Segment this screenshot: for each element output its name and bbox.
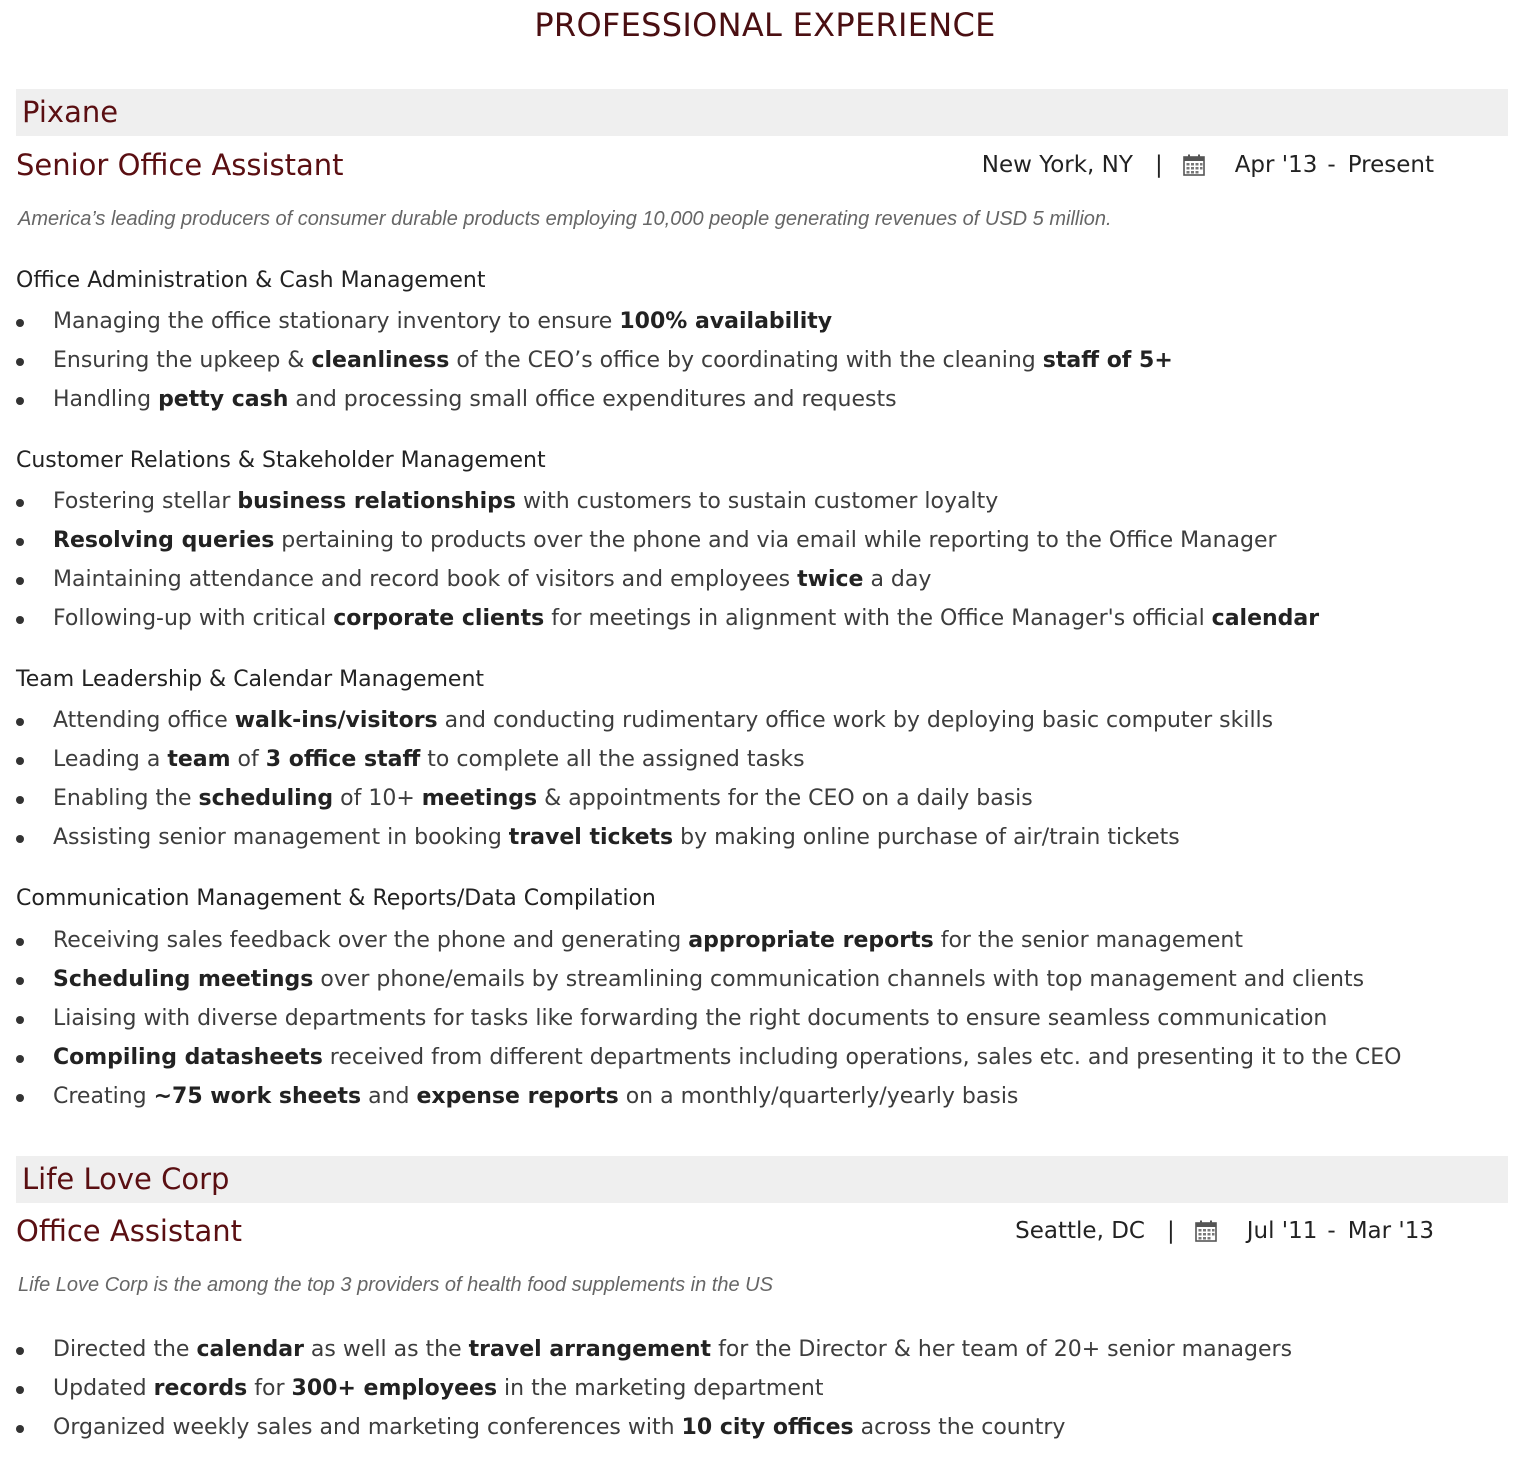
bullet-list xyxy=(16,482,1506,638)
bullet-text: and conducting rudimentary office work by deploying basic computer skills xyxy=(437,708,1274,733)
meta-separator: | xyxy=(1166,1218,1175,1244)
bullet-item xyxy=(16,779,1506,818)
bullet-highlight: travel arrangement xyxy=(468,1337,712,1362)
job-title: Senior Office Assistant xyxy=(16,148,344,182)
bullet-text: Receiving sales feedback over the phone and generating xyxy=(53,928,689,953)
bullet-dot xyxy=(16,835,24,843)
bullet-highlight: team xyxy=(167,747,231,772)
bullet-text: of 10+ xyxy=(333,786,422,811)
calendar-icon xyxy=(1195,1220,1217,1242)
bullet-text: Following-up with critical xyxy=(53,606,334,631)
bullet-item xyxy=(16,599,1506,638)
date-start: Jul '11 xyxy=(1246,1218,1318,1244)
calendar-icon xyxy=(1183,154,1205,176)
bullet-dot xyxy=(16,616,24,624)
bullet-highlight: 300+ employees xyxy=(291,1376,498,1401)
bullet-text: Creating xyxy=(53,1084,154,1109)
bullet-text: across the country xyxy=(853,1415,1066,1440)
bullet-text: Organized weekly sales and marketing conferences with xyxy=(53,1415,682,1440)
group-heading: Customer Relations & Stakeholder Management xyxy=(16,448,546,473)
bullet-highlight: 3 office staff xyxy=(265,747,421,772)
bullet-item xyxy=(16,818,1506,857)
bullet-dot xyxy=(16,1425,24,1433)
job-meta xyxy=(1015,1218,1434,1244)
bullet-list xyxy=(16,1330,1506,1447)
bullet-text: over phone/emails by streamlining communication channels with top management and clients xyxy=(313,967,1365,992)
bullet-item xyxy=(16,740,1506,779)
bullet-highlight: appropriate reports xyxy=(688,928,934,953)
bullet-highlight: scheduling xyxy=(198,786,334,811)
bullet-text: Directed the xyxy=(53,1337,197,1362)
bullet-text: Handling xyxy=(53,387,159,412)
bullet-highlight: cleanliness xyxy=(311,348,450,373)
bullet-text: Assisting senior management in booking xyxy=(53,825,509,850)
bullet-item xyxy=(16,482,1506,521)
bullet-text: Managing the office stationary inventory to ensure xyxy=(53,309,620,334)
bullet-item xyxy=(16,380,1506,419)
bullet-item xyxy=(16,1077,1506,1116)
bullet-dot xyxy=(16,538,24,546)
bullet-item xyxy=(16,341,1506,380)
company-name: Life Love Corp xyxy=(16,1156,1508,1203)
bullet-dot xyxy=(16,397,24,405)
bullet-item xyxy=(16,521,1506,560)
bullet-highlight: meetings xyxy=(421,786,538,811)
bullet-text: received from different departments including operations, sales etc. and presenting it to the CEO xyxy=(322,1045,1402,1070)
bullet-text: for the senior management xyxy=(933,928,1243,953)
company-description: Life Love Corp is the among the top 3 providers of health food supplements in the US xyxy=(18,1274,773,1296)
bullet-highlight: 100% availability xyxy=(619,309,833,334)
bullet-text: pertaining to products over the phone and via email while reporting to the Office Manager xyxy=(274,528,1277,553)
bullet-dot xyxy=(16,718,24,726)
job-location: New York, NY xyxy=(981,152,1133,178)
bullet-dot xyxy=(16,757,24,765)
meta-separator: | xyxy=(1154,152,1163,178)
bullet-dot xyxy=(16,796,24,804)
bullet-highlight: calendar xyxy=(196,1337,304,1362)
bullet-item xyxy=(16,1330,1506,1369)
bullet-text: Updated xyxy=(53,1376,154,1401)
bullet-highlight: calendar xyxy=(1211,606,1320,631)
bullet-item xyxy=(16,921,1506,960)
bullet-dot xyxy=(16,1016,24,1024)
group-heading: Office Administration & Cash Management xyxy=(16,268,486,293)
bullet-text: Leading a xyxy=(53,747,168,772)
bullet-text: as well as the xyxy=(303,1337,469,1362)
bullet-highlight: Compiling datasheets xyxy=(53,1045,323,1070)
group-heading: Communication Management & Reports/Data Compilation xyxy=(16,886,656,911)
bullet-text: on a monthly/quarterly/yearly basis xyxy=(618,1084,1019,1109)
bullet-text: Attending office xyxy=(53,708,235,733)
bullet-highlight: walk-ins/visitors xyxy=(234,708,438,733)
bullet-text: in the marketing department xyxy=(497,1376,824,1401)
bullet-item xyxy=(16,701,1506,740)
bullet-list xyxy=(16,302,1506,419)
bullet-dot xyxy=(16,577,24,585)
bullet-highlight: corporate clients xyxy=(333,606,545,631)
bullet-text: a day xyxy=(863,567,932,592)
job-title: Office Assistant xyxy=(16,1214,242,1248)
job-meta xyxy=(982,152,1434,178)
job-location: Seattle, DC xyxy=(1015,1218,1145,1244)
bullet-item xyxy=(16,1408,1506,1447)
date-end: Present xyxy=(1347,152,1434,178)
bullet-text: with customers to sustain customer loyalty xyxy=(516,489,999,514)
bullet-highlight: Resolving queries xyxy=(53,528,275,553)
group-heading: Team Leadership & Calendar Management xyxy=(16,667,485,692)
bullet-text: for meetings in alignment with the Office Manager's official xyxy=(544,606,1212,631)
bullet-text: of the CEO’s office by coordinating with the cleaning xyxy=(449,348,1043,373)
bullet-text: and xyxy=(361,1084,417,1109)
date-dash: - xyxy=(1327,1218,1336,1244)
bullet-list xyxy=(16,921,1506,1116)
bullet-text: Maintaining attendance and record book of visitors and employees xyxy=(53,567,798,592)
bullet-text: and processing small office expenditures and requests xyxy=(288,387,897,412)
bullet-highlight: 10 city offices xyxy=(681,1415,854,1440)
bullet-dot xyxy=(16,1055,24,1063)
bullet-text: for the Director & her team of 20+ senior managers xyxy=(711,1337,1293,1362)
bullet-dot xyxy=(16,1386,24,1394)
bullet-dot xyxy=(16,977,24,985)
bullet-text: & appointments for the CEO on a daily basis xyxy=(537,786,1033,811)
bullet-dot xyxy=(16,358,24,366)
bullet-dot xyxy=(16,499,24,507)
bullet-highlight: records xyxy=(153,1376,248,1401)
bullet-item xyxy=(16,302,1506,341)
bullet-text: Ensuring the upkeep & xyxy=(53,348,312,373)
bullet-item xyxy=(16,960,1506,999)
bullet-item xyxy=(16,1369,1506,1408)
bullet-item xyxy=(16,560,1506,599)
bullet-list xyxy=(16,701,1506,857)
bullet-dot xyxy=(16,1347,24,1355)
bullet-dot xyxy=(16,319,24,327)
bullet-highlight: business relationships xyxy=(237,489,516,514)
date-start: Apr '13 xyxy=(1234,152,1318,178)
section-title: PROFESSIONAL EXPERIENCE xyxy=(534,6,996,44)
bullet-text: by making online purchase of air/train tickets xyxy=(673,825,1180,850)
bullet-highlight: petty cash xyxy=(158,387,289,412)
bullet-dot xyxy=(16,1094,24,1102)
bullet-text: for xyxy=(247,1376,292,1401)
company-name: Pixane xyxy=(16,89,1508,136)
bullet-item xyxy=(16,999,1506,1038)
bullet-highlight: expense reports xyxy=(416,1084,619,1109)
bullet-text: Enabling the xyxy=(53,786,199,811)
bullet-highlight: twice xyxy=(797,567,864,592)
date-end: Mar '13 xyxy=(1347,1218,1434,1244)
date-dash: - xyxy=(1327,152,1336,178)
bullet-highlight: Scheduling meetings xyxy=(53,967,314,992)
bullet-highlight: staff of 5+ xyxy=(1042,348,1173,373)
bullet-highlight: travel tickets xyxy=(508,825,674,850)
company-description: America’s leading producers of consumer durable products employing 10,000 people generating revenues of USD 5 million. xyxy=(18,208,1112,230)
bullet-text: of xyxy=(230,747,266,772)
bullet-text: to complete all the assigned tasks xyxy=(420,747,805,772)
bullet-text: Fostering stellar xyxy=(53,489,238,514)
bullet-dot xyxy=(16,938,24,946)
bullet-item xyxy=(16,1038,1506,1077)
bullet-text: Liaising with diverse departments for tasks like forwarding the right documents to ensure seamless communication xyxy=(53,1006,1328,1031)
bullet-highlight: ~75 work sheets xyxy=(153,1084,362,1109)
